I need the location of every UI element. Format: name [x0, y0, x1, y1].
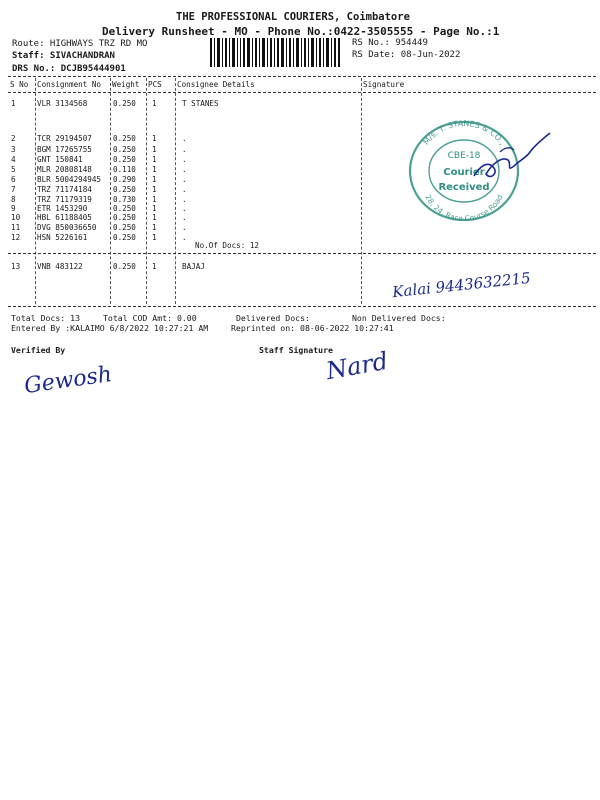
stamp-received: Received	[438, 182, 490, 193]
table-row: 7 TRZ 71174184 0.250 1 .	[11, 185, 187, 194]
receiver-handwritten-note: Kalai 9443632215	[391, 268, 532, 302]
verified-by-label: Verified By	[11, 345, 66, 355]
col-consignee: Consignee Details	[177, 80, 255, 89]
footer-rule	[8, 306, 596, 307]
svg-text:28, 24, Race Course Road	[423, 193, 505, 223]
table-row: 4 GNT 150841 0.250 1 .	[11, 155, 187, 164]
table-row: 9 ETR 1453290 0.250 1 .	[11, 204, 187, 213]
header-rule-top	[8, 76, 596, 77]
col-consignment: Consignment No	[37, 80, 102, 89]
table-row: 5 MLR 20808148 0.110 1 .	[11, 165, 187, 174]
delivered-docs: Delivered Docs:	[236, 313, 310, 323]
stamp-ring-bottom: 28, 24, Race Course Road	[423, 193, 505, 224]
table-row: 12 HSN 5226161 0.250 1 .	[11, 233, 187, 242]
rs-number: RS No.: 954449	[352, 38, 428, 48]
col-sno: S No	[10, 80, 29, 89]
verified-signature: Gewosh	[22, 361, 114, 400]
table-row: 3 BGM 17265755 0.250 1 .	[11, 145, 187, 154]
table-row: 13 VNB 483122 0.250 1 BAJAJ	[11, 262, 205, 271]
barcode	[210, 38, 340, 67]
reprinted-on: Reprinted on: 08-06-2022 10:27:41	[231, 323, 394, 333]
drs-number: DRS No.: DCJB95444901	[12, 64, 126, 74]
table-row: 6 BLR 5004294945 0.290 1 .	[11, 175, 187, 184]
col-signature: Signature	[363, 80, 405, 89]
col-pcs: PCS	[148, 80, 162, 89]
staff-signature-label: Staff Signature	[259, 345, 333, 355]
runsheet-title: Delivery Runsheet - MO - Phone No.:0422-3505555 - Page No.:1	[102, 25, 500, 38]
entered-by: Entered By :KALAIMO 6/8/2022 10:27:21 AM	[11, 323, 209, 333]
company-title: THE PROFESSIONAL COURIERS, Coimbatore	[176, 11, 410, 23]
no-of-docs: No.Of Docs: 12	[195, 241, 260, 250]
table-row: 10 HBL 61188405 0.250 1 .	[11, 213, 187, 222]
table-row: 8 TRZ 71179319 0.730 1 .	[11, 195, 187, 204]
staff-label: Staff: SIVACHANDRAN	[12, 51, 115, 61]
table-row: 11 DVG 850036650 0.250 1 .	[11, 223, 187, 232]
entry-row	[0, 323, 600, 334]
staff-signature: Nard	[324, 346, 391, 386]
route-label: Route: HIGHWAYS TRZ RD MO	[12, 39, 148, 49]
non-delivered-docs: Non Delivered Docs:	[352, 313, 446, 323]
col-weight: Weight	[112, 80, 140, 89]
table-row: 1 VLR 3134568 0.250 1 T STANES	[11, 99, 219, 108]
table-row: 2 TCR 29194507 0.250 1 .	[11, 134, 187, 143]
stamp-ring-top: M/s. T. STANES & CO.,	[421, 118, 507, 147]
total-cod: Total COD Amt: 0.00	[103, 313, 197, 323]
total-docs: Total Docs: 13	[11, 313, 81, 323]
receiver-signature	[470, 130, 555, 185]
stamp-courier: Courier	[443, 167, 485, 178]
stamp-code: CBE-18	[447, 151, 481, 161]
group-separator	[8, 253, 596, 254]
rs-date: RS Date: 08-Jun-2022	[352, 50, 461, 60]
header-rule-bottom	[8, 92, 596, 93]
column-headers	[0, 80, 600, 91]
